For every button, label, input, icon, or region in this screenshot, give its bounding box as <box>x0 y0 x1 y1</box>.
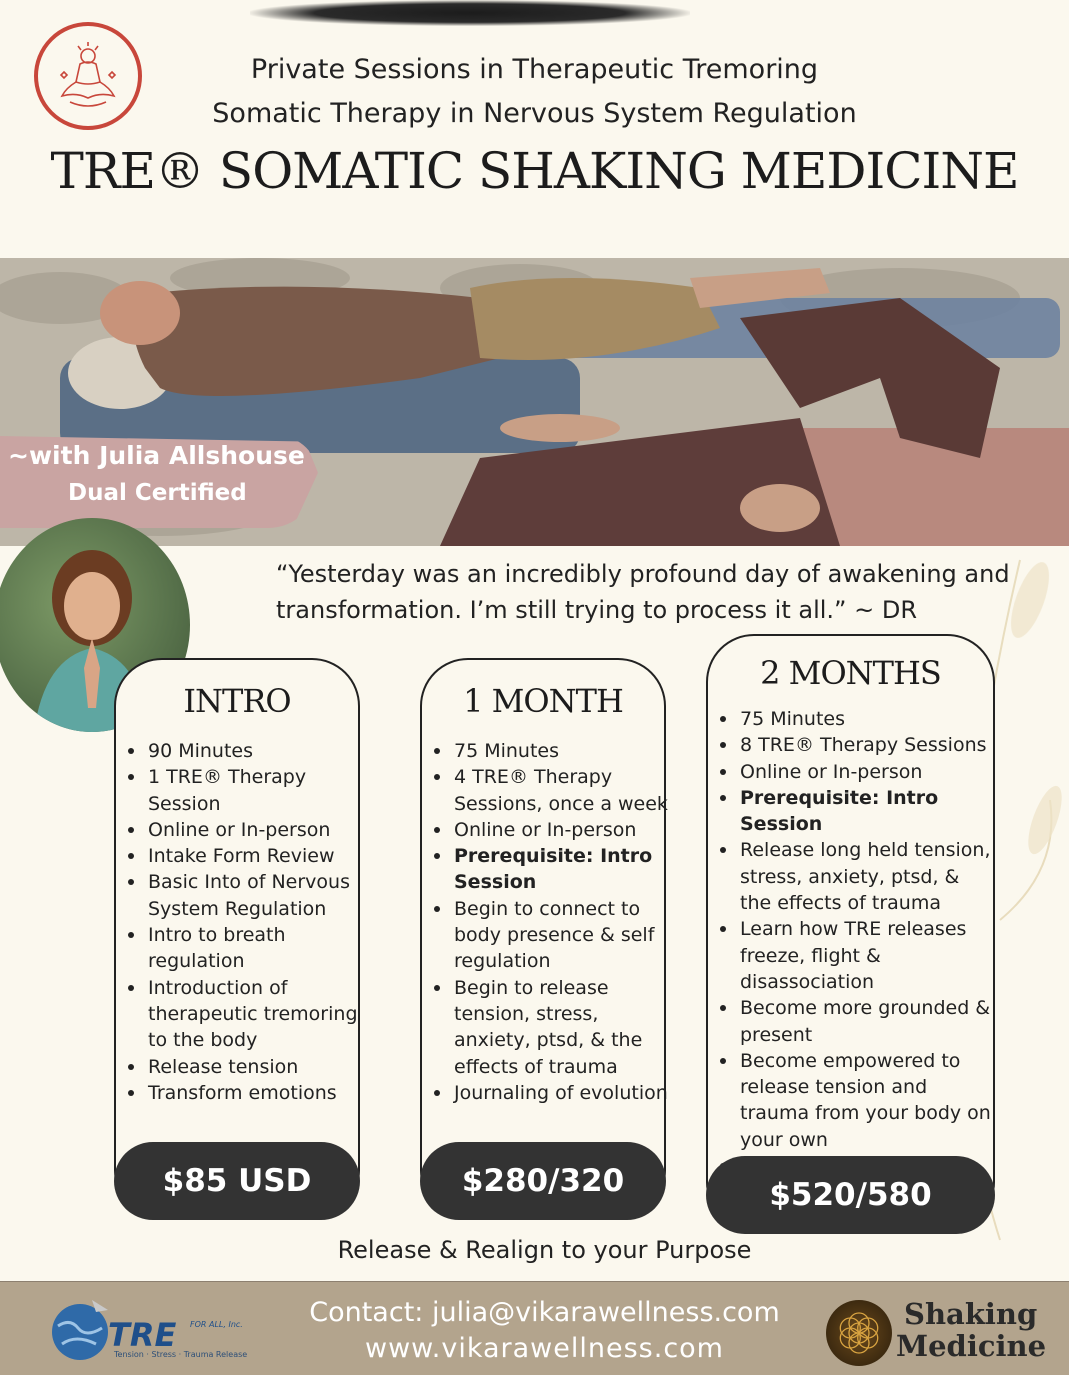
package-title: 2 MONTHS <box>760 654 941 692</box>
package-title: 1 MONTH <box>463 682 623 720</box>
list-item: 75 Minutes <box>428 738 668 764</box>
list-item: 90 Minutes <box>122 738 368 764</box>
list-item: Intake Form Review <box>122 843 368 869</box>
presenter-name: ~with Julia Allshouse <box>8 441 305 470</box>
list-item: Begin to connect to body presence & self regulation <box>428 896 668 975</box>
page-title: TRE® SOMATIC SHAKING MEDICINE <box>50 142 1019 200</box>
price-intro: $85 USD <box>114 1142 360 1220</box>
list-item: Prerequisite: Intro Session <box>714 785 996 838</box>
package-card-intro <box>114 658 360 1218</box>
list-item: Release tension <box>122 1054 368 1080</box>
list-item: 8 TRE® Therapy Sessions <box>714 732 996 758</box>
top-brush-stroke <box>250 0 690 26</box>
package-card-1-month <box>420 658 666 1218</box>
list-item: Release long held tension, stress, anxiety, ptsd, & the effects of trauma <box>714 837 996 916</box>
list-item: 75 Minutes <box>714 706 996 732</box>
package-features <box>714 706 996 1179</box>
tre-logo-text: TRE <box>108 1316 177 1354</box>
list-item: Online or In-person <box>122 817 368 843</box>
tre-logo-tagline: Tension · Stress · Trauma Release <box>114 1350 248 1359</box>
list-item: 4 TRE® Therapy Sessions, once a week <box>428 764 668 817</box>
list-item: Become empowered to release tension and trauma from your body on your own <box>714 1048 996 1153</box>
list-item: Learn how TRE releases freeze, flight & disassociation <box>714 916 996 995</box>
contact-email[interactable]: Contact: julia@vikarawellness.com <box>309 1297 780 1328</box>
subtitle-line-1: Private Sessions in Therapeutic Tremoring <box>250 54 819 85</box>
tre-logo-subtext: FOR ALL, Inc. <box>190 1320 243 1329</box>
flower-of-life-icon <box>826 1300 892 1366</box>
list-item: Basic Into of Nervous System Regulation <box>122 869 368 922</box>
list-item: Online or In-person <box>428 817 668 843</box>
package-features <box>428 738 668 1106</box>
package-card-2-months <box>706 634 995 1230</box>
list-item: Online or In-person <box>714 759 996 785</box>
list-item: Prerequisite: Intro Session <box>428 843 668 896</box>
logo-line: Shaking <box>904 1297 1038 1331</box>
presenter-certification: Dual Certified <box>68 480 247 506</box>
package-features <box>122 738 368 1106</box>
tagline: Release & Realign to your Purpose <box>337 1236 752 1264</box>
package-title: INTRO <box>183 682 291 720</box>
website-link[interactable]: www.vikarawellness.com <box>365 1333 724 1364</box>
price-2-months: $520/580 <box>706 1156 995 1234</box>
list-item: Begin to release tension, stress, anxiety, ptsd, & the effects of trauma <box>428 975 668 1080</box>
shaking-medicine-logo <box>896 1297 1047 1363</box>
testimonial-quote: “Yesterday was an incredibly profound day of awakening and transformation. I’m still trying to process it all.” ~ DR <box>276 560 1010 624</box>
logo-line: Medicine <box>896 1329 1047 1363</box>
subtitle-line-2: Somatic Therapy in Nervous System Regulation <box>212 98 857 129</box>
list-item: Transform emotions <box>122 1080 368 1106</box>
list-item: Become more grounded & present <box>714 995 996 1048</box>
list-item: Introduction of therapeutic tremoring to the body <box>122 975 368 1054</box>
list-item: 1 TRE® Therapy Session <box>122 764 368 817</box>
price-1-month: $280/320 <box>420 1142 666 1220</box>
list-item: Journaling of evolution <box>428 1080 668 1106</box>
list-item: Intro to breath regulation <box>122 922 368 975</box>
